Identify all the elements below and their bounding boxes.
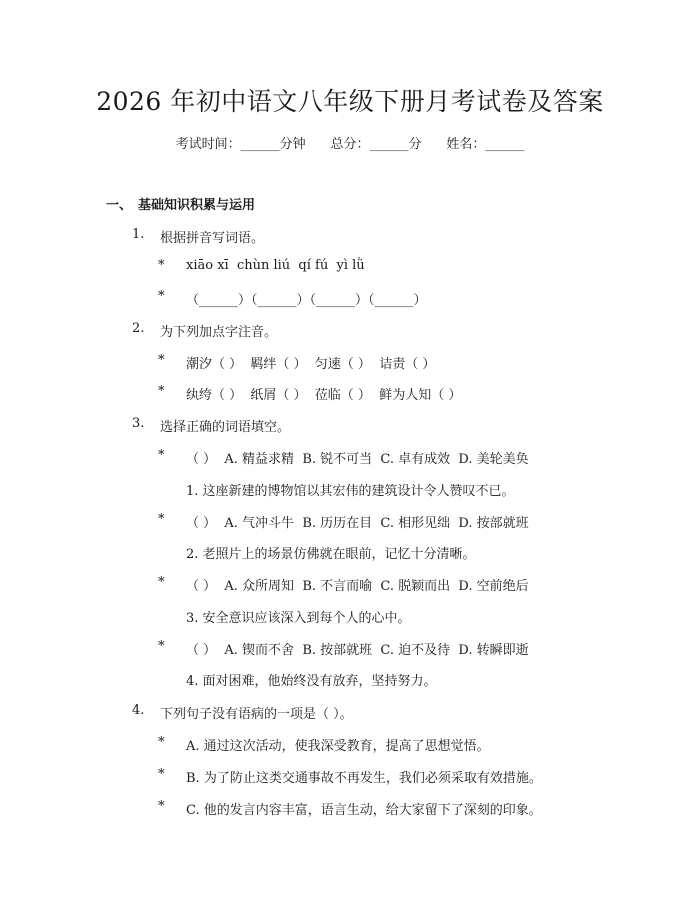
choice-sentence: 2. 老照片上的场景仿佛就在眼前，记忆十分清晰。 [186,547,476,562]
bullet-marker: * [158,353,165,368]
bullet-marker: * [158,575,165,590]
question-text: 为下列加点字注音。 [160,325,278,340]
bullet-marker: * [158,639,165,654]
section-heading [106,194,255,213]
bullet-marker: * [158,799,165,814]
choice-options: （ ） A. 锲而不舍 B. 按部就班 C. 迫不及待 D. 转瞬即逝 [186,643,529,658]
score-unit: 分 [408,137,422,152]
score-label: 总分： [330,137,370,152]
answer-option: A. 通过这次活动，使我深受教育，提高了思想觉悟。 [186,739,490,754]
question-number: 2. [132,321,145,336]
phonetic-items: 潮汐（ ） 羁绊（ ） 匀速（ ） 诘责（ ） [186,357,436,372]
bullet-marker: * [158,512,165,527]
bullet-marker: * [158,767,165,782]
choice-options: （ ） A. 众所周知 B. 不言而喻 C. 脱颖而出 D. 空前绝后 [186,579,529,594]
page-title: 2026 年初中语文八年级下册月考试卷及答案 [96,87,604,116]
choice-sentence: 4. 面对困难，他始终没有放弃，坚持努力。 [186,674,437,689]
section-number: 一、 [106,198,133,213]
question-number: 4. [132,703,145,718]
answer-option: B. 为了防止这类交通事故不再发生，我们必须采取有效措施。 [186,771,542,786]
bullet-marker: * [158,448,165,463]
name-label: 姓名： [446,137,486,152]
choice-sentence: 3. 安全意识应该深入到每个人的心中。 [186,611,411,626]
question-text: 选择正确的词语填空。 [160,420,291,435]
choice-sentence: 1. 这座新建的博物馆以其宏伟的建筑设计令人赞叹不已。 [186,484,515,499]
phonetic-items: 纨绔（ ） 纸屑（ ） 莅临（ ） 鲜为人知（ ） [186,388,462,403]
time-label: 考试时间： [175,137,241,152]
exam-info-line [0,133,700,152]
choice-options: （ ） A. 气冲斗牛 B. 历历在目 C. 相形见绌 D. 按部就班 [186,516,529,531]
bullet-marker: * [158,289,165,304]
score-blank: ______ [369,137,409,152]
bullet-marker: * [158,384,165,399]
time-unit: 分钟 [279,137,306,152]
name-blank: ______ [485,137,525,152]
bullet-marker: * [158,258,165,273]
answer-option: C. 他的发言内容丰富，语言生动，给大家留下了深刻的印象。 [186,803,542,818]
question-number: 3. [132,416,145,431]
question-text: 下列句子没有语病的一项是（ ）。 [160,707,353,722]
question-text: 根据拼音写词语。 [160,231,265,246]
pinyin-line: xiāo xī chùn liú qí fú yì lǜ [186,258,365,273]
choice-options: （ ） A. 精益求精 B. 锐不可当 C. 卓有成效 D. 美轮美奂 [186,452,529,467]
question-number: 1. [132,227,145,242]
section-title: 基础知识积累与运用 [138,198,256,213]
time-blank: ______ [240,137,280,152]
bullet-marker: * [158,735,165,750]
answer-blanks: （______）（______）（______）（______） [186,293,427,308]
